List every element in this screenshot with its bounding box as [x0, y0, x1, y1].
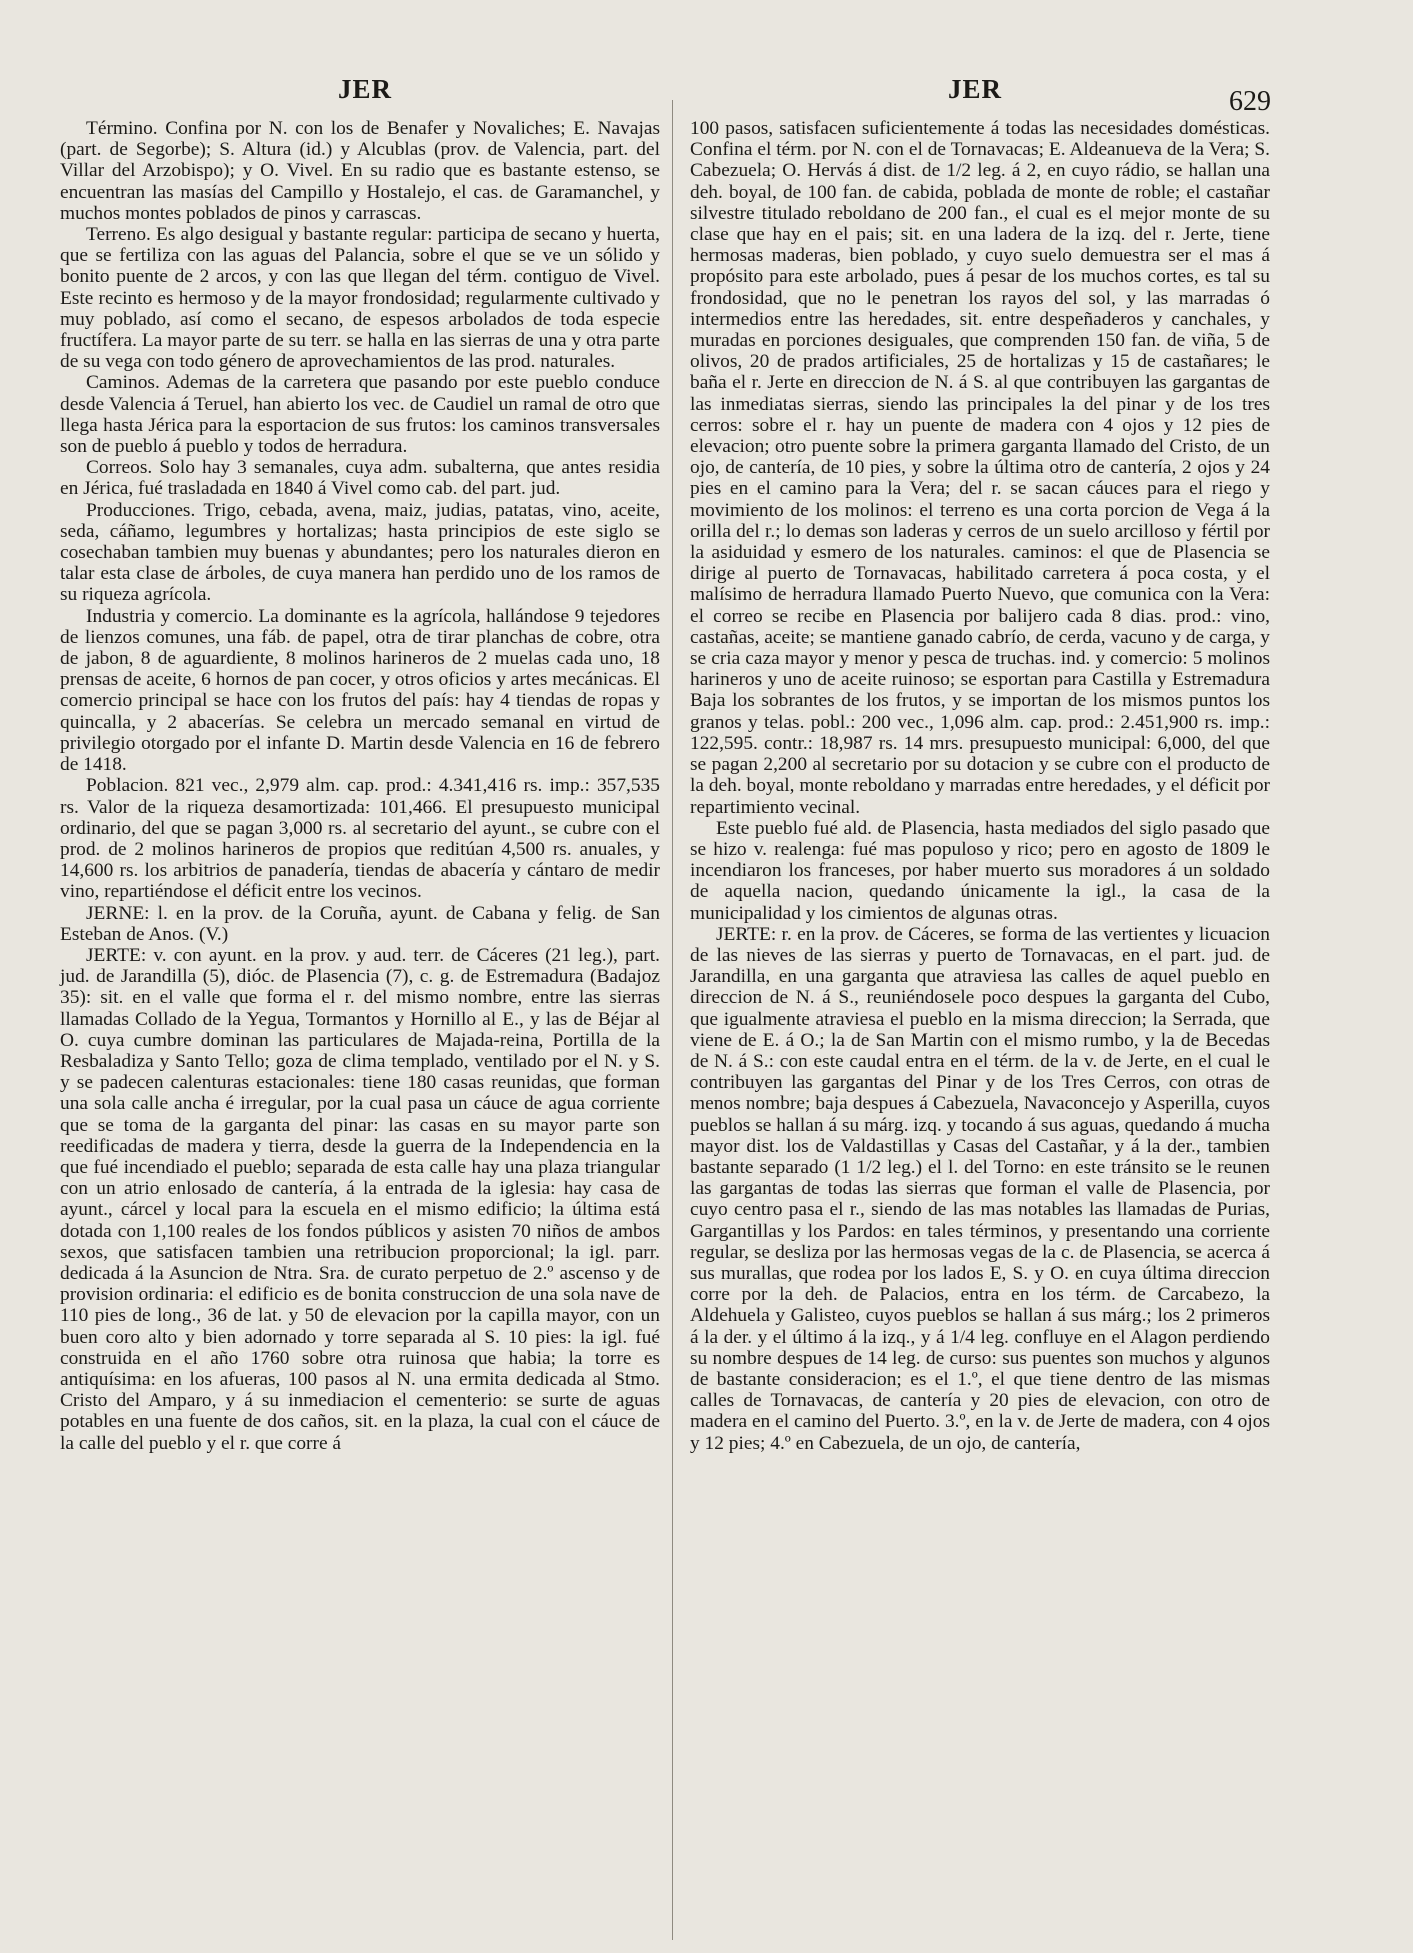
entry-poblacion: Poblacion. 821 vec., 2,979 alm. cap. prod.: 4.341,416 rs. imp.: 357,535 rs. Valor de la riqueza desamortizada: 101,466. El presupuesto municipal ordinario, del que se pagan 3,000 rs. al secretario del ayunt., se cubre con el prod. de 2 molinos harineros de propios que reditúan 4,500 rs. anuales, y 14,600 rs. los arbitrios de panadería, tiendas de abacería y cántaro de medir vino, repartiéndose el déficit entre los vecinos.	[60, 775, 660, 903]
entry-industria: Industria y comercio. La dominante es la agrícola, hallándose 9 tejedores de lienzos comunes, una fáb. de papel, otra de tirar planchas de cobre, otra de jabon, 8 de aguardiente, 8 molinos harineros de 2 muelas cada uno, 18 prensas de aceite, 6 hornos de pan cocer, y otros oficios y artes mecánicas. El comercio principal se hace con los frutos del país: hay 4 tiendas de ropas y quincalla, y 2 abacerías. Se celebra un mercado semanal en virtud de privilegio otorgado por el infante D. Martin desde Valencia en 16 de febrero de 1418.	[60, 605, 660, 776]
entry-jerte-villa: JERTE: v. con ayunt. en la prov. y aud. terr. de Cáceres (21 leg.), part. jud. de Jarandilla (5), dióc. de Plasencia (7), c. g. de Estremadura (Badajoz 35): sit. en el valle que forma el r. del mismo nombre, entre las sierras llamadas Collado de la Yegua, Tormantos y Hornillo al E., y las de Béjar al O. cuya cumbre dominan las particulares de Majada-reina, Portilla de la Resbaladiza y Santo Tello; goza de clima templado, ventilado por el N. y S. y se padecen calenturas estacionales: tiene 180 casas reunidas, que forman una sola calle ancha é irregular, por la cual pasa un cáuce de agua corriente que se toma de la garganta del pinar: las casas en su mayor parte son reedificadas de madera y tierra, desde la guerra de la Independencia en la que fué incendiado el pueblo; separada de esta calle hay una plaza triangular con un atrio enlosado de cantería, á la entrada de la iglesia: hay casa de ayunt., cárcel y local para la escuela en el mismo edificio; la última está dotada con 1,100 reales de los fondos públicos y asisten 70 niños de ambos sexos, que satisfacen tambien una retribucion proporcional; la igl. parr. dedicada á la Asuncion de Ntra. Sra. de curato perpetuo de 2.º ascenso y de provision ordinaria: el edificio es de bonita construccion de una sola nave de 110 pies de long., 36 de lat. y 50 de elevacion por la capilla mayor, con un buen coro alto y bien adornado y torre separada al S. 10 pies: la igl. fué construida en el año 1760 sobre otra ruinosa que habia; la torre es antiquísima: en los afueras, 100 pasos al N. una ermita dedicada al Stmo. Cristo del Amparo, y á su inmediacion el cementerio: se surte de aguas potables en una fuente de dos caños, sit. en la plaza, la cual con el cáuce de la calle del pueblo y el r. que corre á	[60, 944, 660, 1454]
entry-correos: Correos. Solo hay 3 semanales, cuya adm. subalterna, que antes residia en Jérica, fué trasladada en 1840 á Vivel como cab. del part. jud.	[60, 457, 660, 500]
running-head-right: JER	[948, 74, 1003, 104]
right-column	[690, 118, 1270, 1454]
running-head-left: JER	[338, 74, 393, 104]
entry-caminos: Caminos. Ademas de la carretera que pasando por este pueblo conduce desde Valencia á Teruel, han abierto los vec. de Caudiel un ramal de otro que llega hasta Jérica para la esportacion de sus frutos: los caminos transversales son de pueblo á pueblo y todos de herradura.	[60, 372, 660, 458]
entry-jerte-rio: JERTE: r. en la prov. de Cáceres, se forma de las vertientes y licuacion de las nieves de las sierras y puerto de Tornavacas, en el part. jud. de Jarandilla, en una garganta que atraviesa las calles de aquel pueblo en direccion de N. á S., reuniéndosele poco despues la garganta del Cubo, que igualmente atraviesa el pueblo en la misma direccion; la Serrada, que viene de E. á O.; la de San Martin con el mismo rumbo, y la de Becedas de N. á S.: con este caudal entra en el térm. de la v. de Jerte, en el cual le contribuyen las gargantas del Pinar y de los Tres Cerros, con otras de menos nombre; baja despues á Cabezuela, Navaconcejo y Asperilla, cuyos pueblos se hallan á su márg. izq. y tocando á sus aguas, quedando á mucha mayor dist. los de Valdastillas y Casas del Castañar, y á la der., tambien bastante separado (1 1/2 leg.) el l. del Torno: en este tránsito se le reunen las gargantas de todas las sierras que forman el valle de Plasencia, por cuyo centro pasa el r., siendo de las mas notables las llamadas de Purias, Gargantillas y los Pardos: en tales términos, y presentando una corriente regular, se desliza por las hermosas vegas de la c. de Plasencia, se acerca á sus murallas, que rodea por los lados E, S. y O. en cuya última direccion corre por la deh. de Palacios, entra en los térm. de Carcabezo, la Aldehuela y Galisteo, cuyos pueblos se hallan á sus márg.; los 2 primeros á la der. y el último á la izq., y á 1/4 leg. confluye en el Alagon perdiendo su nombre despues de 14 leg. de curso: sus puentes son muchos y algunos de bastante consideracion; es el 1.º, el que tiene dentro de las mismas calles de Tornavacas, de cantería y 20 pies de elevacion, con otro de madera en el camino del Puerto. 3.º, en la v. de Jerte de madera, con 4 ojos y 12 pies; 4.º en Cabezuela, de un ojo, de cantería,	[690, 923, 1270, 1454]
entry-termino: Término. Confina por N. con los de Benafer y Novaliches; E. Navajas (part. de Segorbe); S. Altura (id.) y Alcublas (prov. de Valencia, part. del Villar del Arzobispo); y O. Vivel. En su radio que es bastante estenso, se encuentran las masías del Campillo y Hostalejo, el cas. de Garamanchel, y muchos montes poblados de pinos y carrascas.	[60, 118, 660, 224]
entry-producciones: Producciones. Trigo, cebada, avena, maiz, judias, patatas, vino, aceite, seda, cáñamo, legumbres y hortalizas; hasta principios de este siglo se cosechaban tambien muy buenas y abundantes; pero los naturales dieron en talar esta clase de árboles, de cuya manera han perdido uno de los ramos de su riqueza agrícola.	[60, 499, 660, 606]
entry-jerte-historia: Este pueblo fué ald. de Plasencia, hasta mediados del siglo pasado que se hizo v. realenga: fué mas populoso y rico; pero en agosto de 1809 le incendiaron los franceses, por haber muerto sus moradores á un soldado de aquella nacion, quedando únicamente la igl., la casa de la municipalidad y los cimientos de algunas otras.	[690, 817, 1270, 924]
entry-jerne: JERNE: l. en la prov. de la Coruña, ayunt. de Cabana y felig. de San Esteban de Anos. (V.)	[60, 902, 660, 945]
entry-jerte-villa-cont: 100 pasos, satisfacen suficientemente á todas las necesidades domésticas. Confina el térm. por N. con el de Tornavacas; E. Aldeanueva de la Vera; S. Cabezuela; O. Hervás á dist. de 1/2 leg. á 2, en cuyo rádio, se hallan una deh. boyal, de 100 fan. de cabida, poblada de monte de roble; el castañar silvestre titulado reboldano de 200 fan., el cual es el mejor monte de su clase que hay en el pais; sit. en una ladera de la izq. del r. Jerte, tiene hermosas maderas, bien poblado, y cuyo suelo demuestra ser el mas á propósito para este arbolado, pues á pesar de los muchos cortes, es tal su frondosidad, que no le penetran los rayos del sol, y las marradas ó intermedios entre las heredades, sit. entre despeñaderos y canchales, y muradas en porciones desiguales, que comprenden 150 fan. de viña, 5 de olivos, 20 de prados artificiales, 25 de hortalizas y 15 de castañares; le baña el r. Jerte en direccion de N. á S. al que contribuyen las gargantas de las inmediatas sierras, siendo las principales la del pinar y de los tres cerros: sobre el r. hay un puente de madera con 4 ojos y 12 pies de elevacion; otro puente sobre la primera garganta llamado del Cristo, de un ojo, de cantería, de 10 pies, y sobre la última otro de cantería, 2 ojos y 24 pies en el camino para la Vera; del r. se sacan cáuces para el riego y movimiento de los molinos: el terreno es una corta porcion de Vega á la orilla del r.; lo demas son laderas y cerros de un suelo arcilloso y fértil por la asiduidad y esmero de los naturales. caminos: el que de Plasencia se dirige al puerto de Tornavacas, habilitado carretera á poca costa, y el malísimo de herradura llamado Puerto Nuevo, que comunica con la Vera: el correo se recibe en Plasencia por balijero cada 8 dias. prod.: vino, castañas, aceite; se mantiene ganado cabrío, de cerda, vacuno y de carga, y se cria caza mayor y menor y pesca de truchas. ind. y comercio: 5 molinos harineros y uno de aceite ruinoso; se esportan para Castilla y Estremadura Baja los sobrantes de los frutos, y se importan de los mismos puntos los granos y telas. pobl.: 200 vec., 1,096 alm. cap. prod.: 2.451,900 rs. imp.: 122,595. contr.: 18,987 rs. 14 mrs. presupuesto municipal: 6,000, del que se pagan 2,200 al secretario por su dotacion y se cubre con el producto de la deh. boyal, monte reboldano y marradas entre heredades, y el déficit por repartimiento vecinal.	[690, 118, 1270, 818]
page-number: 629	[1229, 86, 1271, 117]
left-column	[60, 118, 660, 1454]
column-divider	[672, 100, 673, 1940]
entry-terreno: Terreno. Es algo desigual y bastante regular: participa de secano y huerta, que se fertiliza con las aguas del Palancia, sobre el que se ve un sólido y bonito puente de 2 arcos, y con las que llegan del térm. contiguo de Vivel. Este recinto es hermoso y de la mayor frondosidad; regularmente cultivado y muy poblado, así como el secano, de espesos arbolados de toda especie fructífera. La mayor parte de su terr. se halla en las sierras de una y otra parte de su vega con todo género de aprovechamientos de las prod. naturales.	[60, 224, 660, 373]
